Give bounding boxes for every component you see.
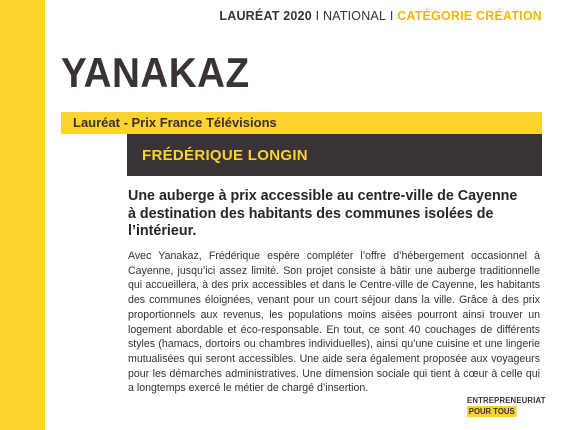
header-year-label: LAURÉAT 2020 [219, 9, 312, 23]
left-accent-bar [0, 0, 45, 430]
laureate-banner [127, 134, 542, 176]
header-scope: NATIONAL [322, 9, 387, 23]
body-paragraph: Avec Yanakaz, Frédérique espère compléter l’offre d’hébergement occasionnel à Cayenne, jusqu’ici assez limité. Son projet consiste à bâtir une auberge traditionnelle qui accueillera, à des prix accessibles et dans le Centre-ville de Cayenne, les habitants des communes éloignées, venant pour un court séjour dans la ville. Grâce à des prix proportionnels aux revenus, les populations moins aisées pourront ainsi trouver un logement abordable et éco-responsable. En tout, ce sont 40 couchages de différents styles (hamacs, dortoirs ou chambres individuelles), ainsi qu’une cuisine et une lingerie mutualisées qui seront accessibles. Une aide sera également proposée aux voyageurs pour les démarches administratives. Une dimension sociale qui tient à cœur à celle qui a longtemps exercé le métier de chargé d’insertion. [128, 250, 540, 395]
header-separator: I [389, 9, 394, 23]
logo-line-1: ENTREPRENEURIAT [467, 395, 546, 405]
header-line [219, 9, 542, 23]
entrepreneuriat-pour-tous-logo [467, 395, 546, 417]
lead-paragraph: Une auberge à prix accessible au centre-ville de Cayenne à destination des habitants des communes isolées de l’intérieur. [128, 188, 518, 239]
header-category: CATÉGORIE CRÉATION [397, 9, 542, 23]
project-title: YANAKAZ [61, 49, 250, 96]
header-separator: I [315, 9, 320, 23]
laureate-name: FRÉDÉRIQUE LONGIN [142, 147, 308, 164]
logo-line-2: POUR TOUS [468, 406, 515, 416]
award-label: Lauréat - Prix France Télévisions [73, 115, 277, 130]
award-banner [61, 112, 542, 134]
